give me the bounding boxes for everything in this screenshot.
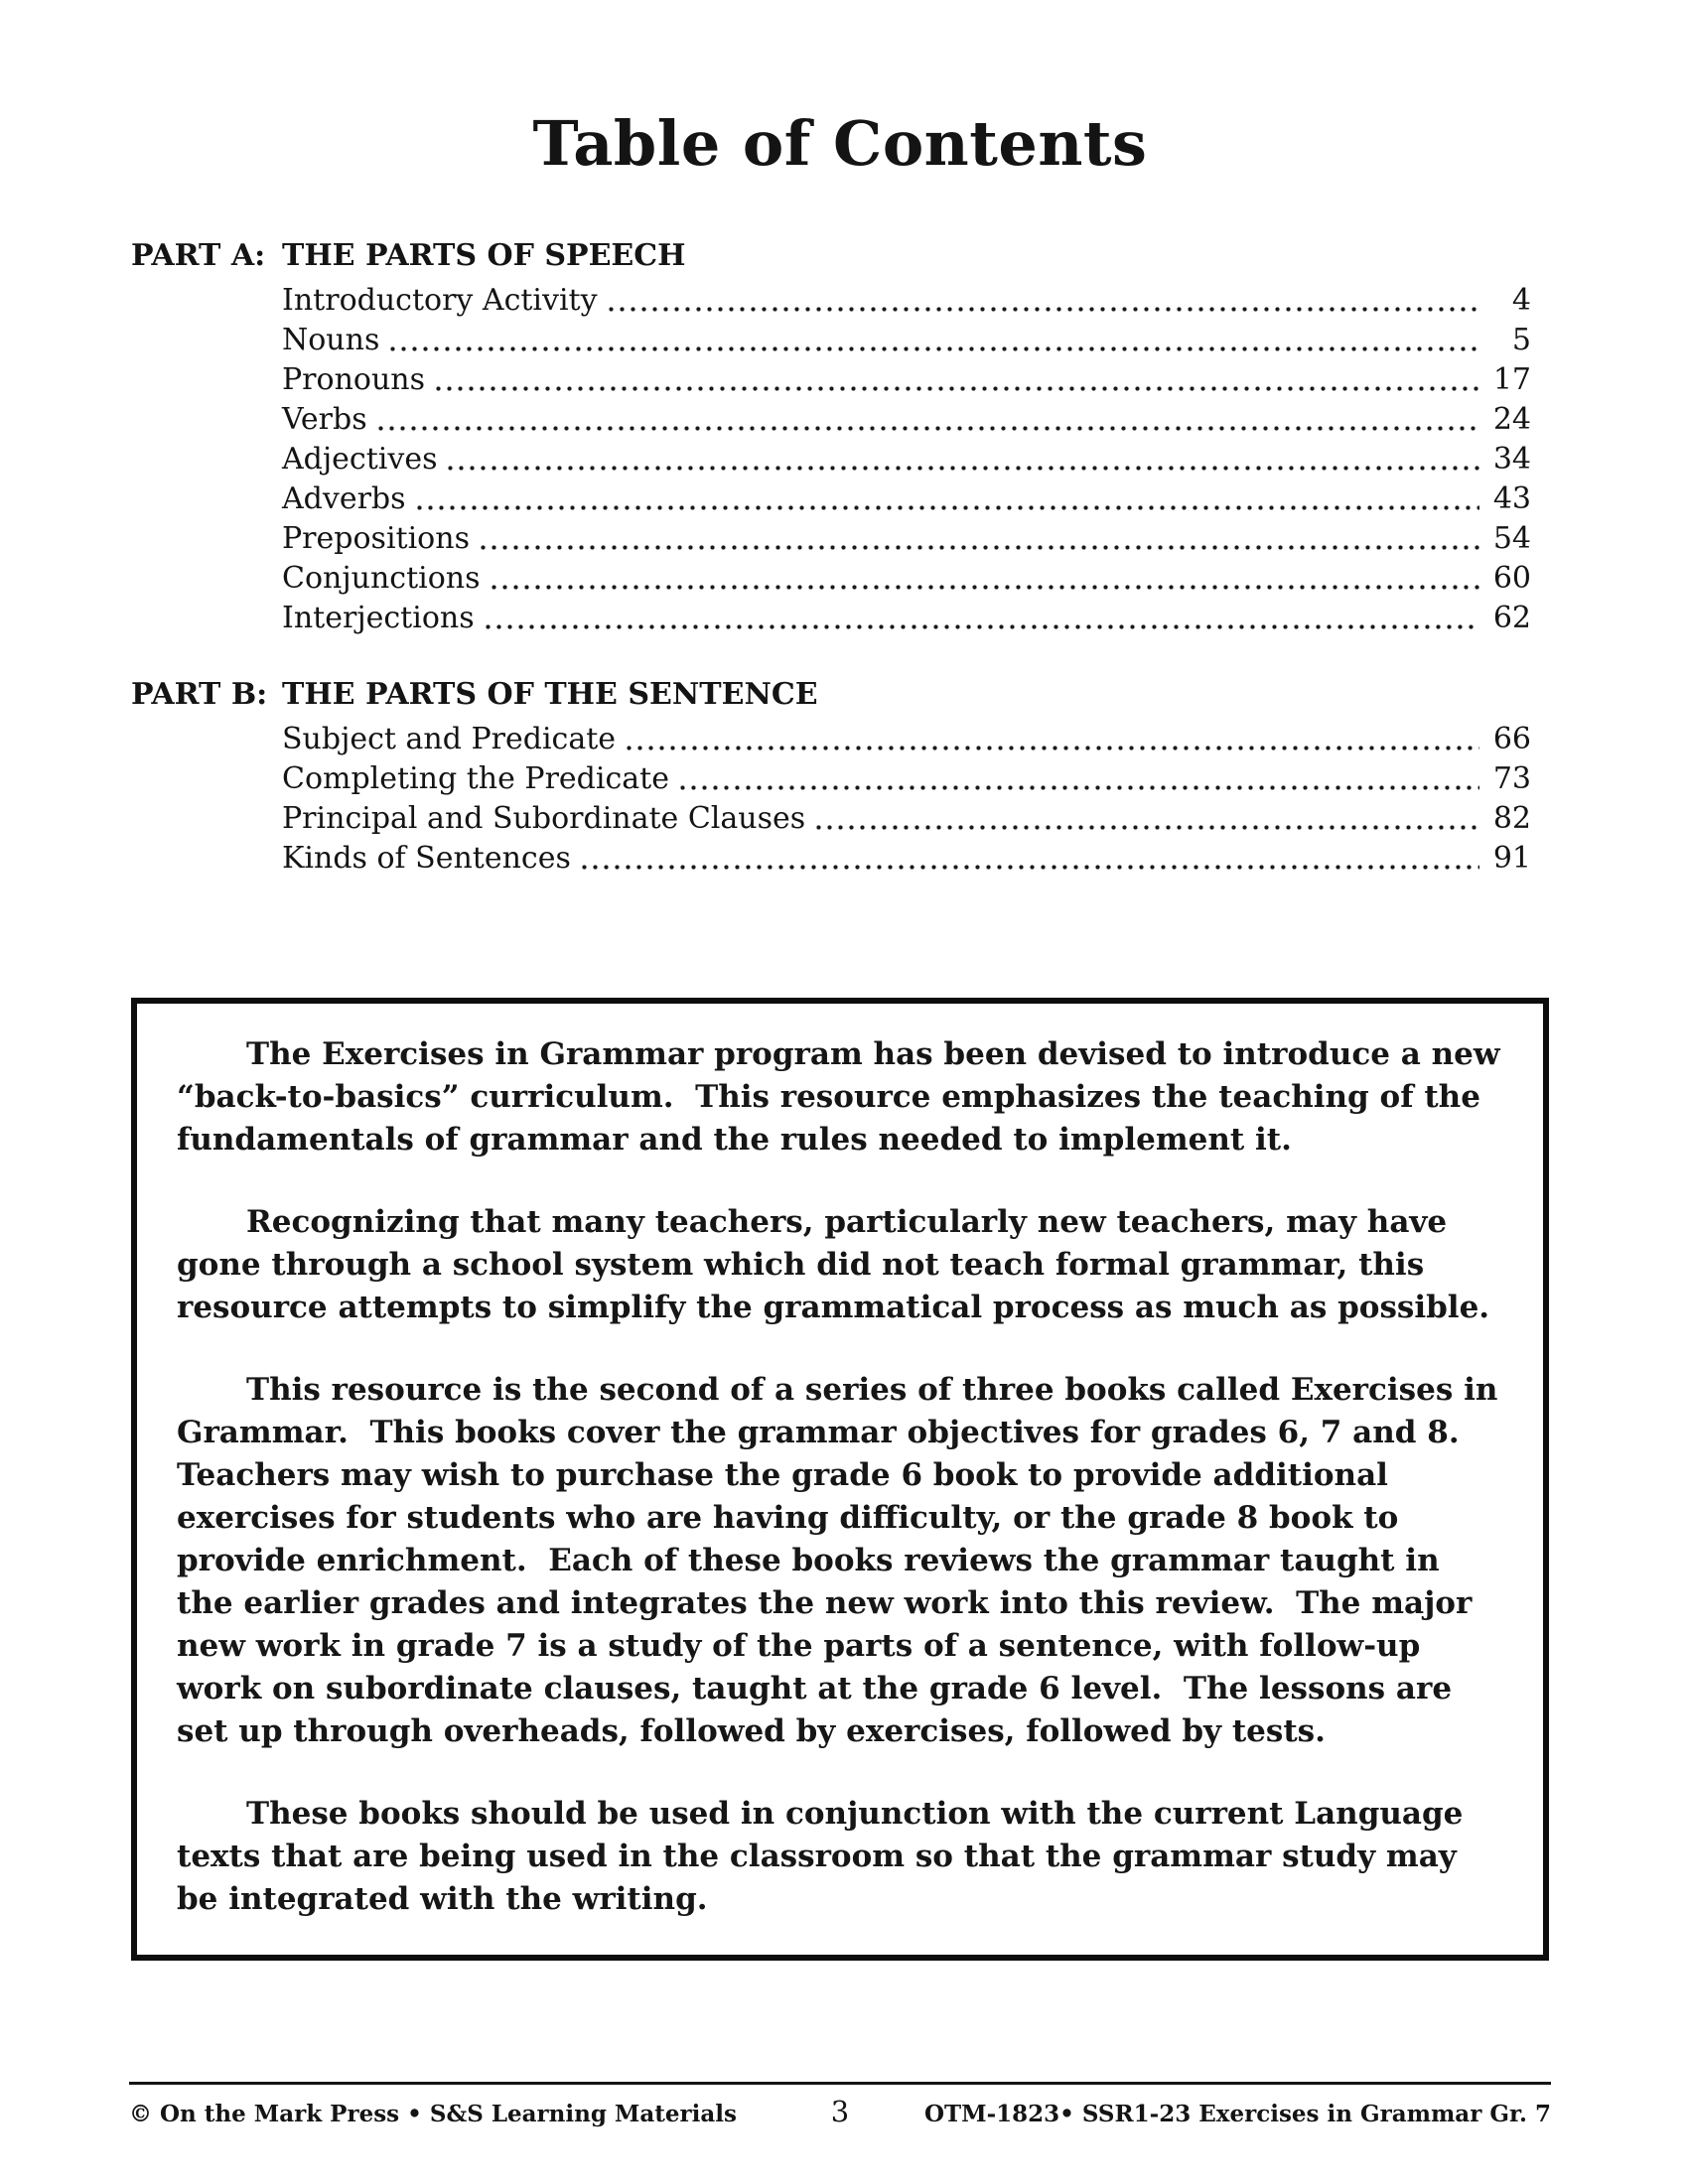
toc-item-page: 82 bbox=[1492, 801, 1531, 836]
dot-leader bbox=[606, 307, 1479, 312]
toc-item bbox=[282, 720, 1531, 759]
toc-item-label: Nouns bbox=[282, 323, 380, 357]
toc-item-label: Completing the Predicate bbox=[282, 761, 669, 796]
toc-item-label: Kinds of Sentences bbox=[282, 841, 571, 876]
toc-item bbox=[282, 360, 1531, 400]
toc-item-list bbox=[282, 281, 1549, 638]
toc-item bbox=[282, 759, 1531, 799]
toc-item bbox=[282, 400, 1531, 440]
toc-section-part-b bbox=[131, 674, 1549, 879]
toc-item-label: Adjectives bbox=[282, 442, 438, 477]
toc-item-label: Subject and Predicate bbox=[282, 722, 617, 756]
toc-item-page: 91 bbox=[1492, 841, 1531, 876]
dot-leader bbox=[483, 624, 1479, 629]
toc-item-list bbox=[282, 720, 1549, 879]
dot-leader bbox=[414, 505, 1479, 510]
page-footer bbox=[129, 2082, 1551, 2128]
dot-leader bbox=[489, 585, 1479, 590]
footer-copyright: © On the Mark Press • S&S Learning Materials bbox=[129, 2101, 737, 2127]
toc-item bbox=[282, 519, 1531, 559]
part-label: PART B: bbox=[131, 677, 268, 712]
toc-item-label: Prepositions bbox=[282, 521, 470, 556]
intro-paragraph: The Exercises in Grammar program has been devised to introduce a new “back-to-basics” curriculum. This resource emphasizes the teaching of the fundamentals of grammar and the rules needed to implement it. bbox=[177, 1036, 1511, 1158]
toc-item-label: Adverbs bbox=[282, 481, 406, 516]
toc-item-page: 73 bbox=[1492, 761, 1531, 796]
toc-item-page: 54 bbox=[1492, 521, 1531, 556]
toc-item-label: Verbs bbox=[282, 402, 367, 437]
toc-item-label: Pronouns bbox=[282, 362, 426, 397]
toc-item bbox=[282, 321, 1531, 360]
dot-leader bbox=[579, 865, 1479, 870]
toc-item-label: Interjections bbox=[282, 601, 475, 635]
toc-item-page: 60 bbox=[1492, 561, 1531, 596]
intro-paragraph: These books should be used in conjunction with the current Language texts that are being used in the classroom so that the grammar study may be integrated with the writing. bbox=[177, 1796, 1475, 1917]
toc-item-page: 43 bbox=[1492, 481, 1531, 516]
toc-item-label: Introductory Activity bbox=[282, 283, 598, 318]
toc-section-part-a bbox=[131, 235, 1549, 638]
part-title: THE PARTS OF SPEECH bbox=[282, 238, 686, 273]
toc-item bbox=[282, 281, 1531, 321]
intro-box bbox=[131, 998, 1549, 1961]
dot-leader bbox=[478, 545, 1479, 550]
table-of-contents bbox=[131, 235, 1549, 879]
toc-item-page: 4 bbox=[1511, 283, 1531, 318]
toc-item bbox=[282, 440, 1531, 479]
toc-item-page: 62 bbox=[1492, 601, 1531, 635]
part-title: THE PARTS OF THE SENTENCE bbox=[282, 677, 818, 712]
toc-item bbox=[282, 479, 1531, 519]
toc-item-page: 5 bbox=[1511, 323, 1531, 357]
intro-paragraph: Recognizing that many teachers, particularly new teachers, may have gone through a school system which did not teach formal grammar, this resource attempts to simplify the grammatical process as much as possible. bbox=[177, 1204, 1490, 1325]
toc-item-label: Principal and Subordinate Clauses bbox=[282, 801, 806, 836]
toc-item bbox=[282, 839, 1531, 879]
toc-item-page: 34 bbox=[1492, 442, 1531, 477]
toc-item bbox=[282, 799, 1531, 839]
dot-leader bbox=[813, 825, 1479, 830]
dot-leader bbox=[677, 785, 1479, 790]
toc-item-page: 24 bbox=[1492, 402, 1531, 437]
toc-item-page: 66 bbox=[1492, 722, 1531, 756]
footer-page-number: 3 bbox=[830, 2095, 850, 2128]
part-label: PART A: bbox=[131, 238, 266, 273]
intro-paragraph: This resource is the second of a series of three books called Exercises in Grammar. This books cover the grammar objectives for grades 6, 7 and 8. Teachers may wish to purchase the grade 6 book to provide additional exercises for students who are having difficulty, or the grade 8 book to provide enrichment. Each of these books reviews the grammar taught in the earlier grades and integrates the new work into this review. The major new work in grade 7 is a study of the parts of a sentence, with follow-up work on subordinate clauses, taught at the grade 6 level. The lessons are set up through overheads, followed by exercises, followed by tests. bbox=[177, 1372, 1509, 1749]
footer-product-code: OTM-1823• SSR1-23 Exercises in Grammar Gr. 7 bbox=[923, 2101, 1551, 2127]
part-heading bbox=[131, 235, 1549, 277]
toc-item bbox=[282, 599, 1531, 638]
page-title: Table of Contents bbox=[532, 107, 1148, 180]
dot-leader bbox=[375, 426, 1479, 431]
part-heading bbox=[131, 674, 1549, 716]
toc-item-page: 17 bbox=[1492, 362, 1531, 397]
dot-leader bbox=[624, 746, 1479, 751]
toc-item bbox=[282, 559, 1531, 599]
dot-leader bbox=[387, 346, 1479, 351]
dot-leader bbox=[445, 466, 1479, 471]
dot-leader bbox=[433, 386, 1479, 391]
toc-item-label: Conjunctions bbox=[282, 561, 481, 596]
